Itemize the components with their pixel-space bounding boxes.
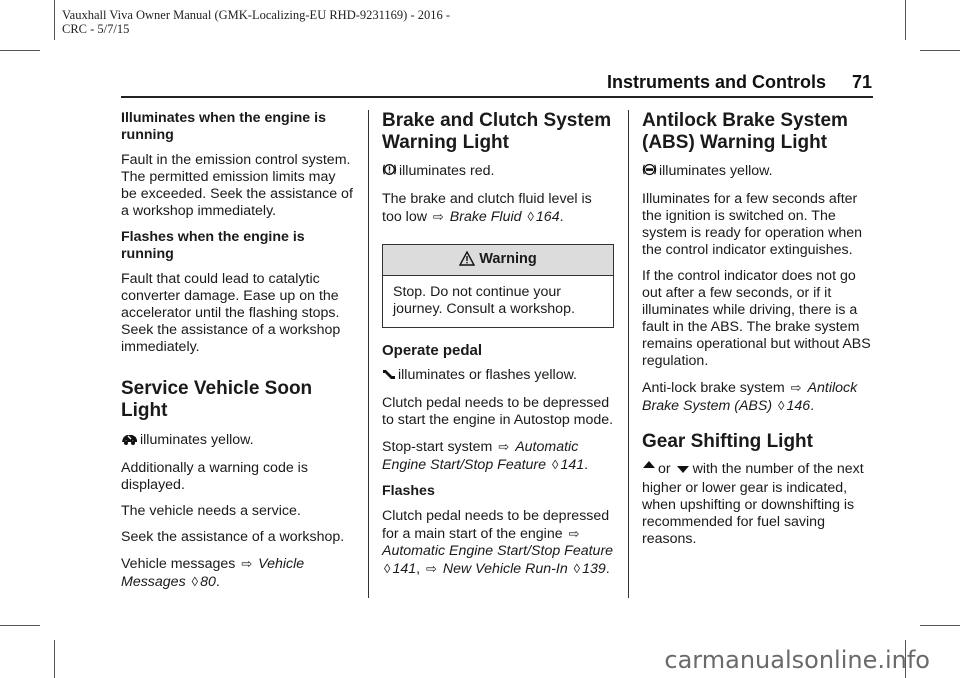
crop-mark: [905, 0, 906, 40]
page-marker-icon: ◊: [384, 561, 391, 576]
crop-mark: [54, 0, 55, 40]
page-marker-icon: ◊: [527, 209, 534, 224]
page-heading: [607, 72, 872, 93]
column-3: [642, 110, 874, 557]
reference-link[interactable]: Vehicle Messages: [121, 556, 305, 590]
gear-description: with the number of the next higher or lower gear is indicated, when upshifting or downshifting is recommended for fuel saving reasons.: [642, 461, 864, 547]
abs-icon-text: illuminates yellow.: [659, 163, 773, 179]
operate-pedal-heading: Operate pedal: [382, 342, 483, 359]
reference-text: Clutch pedal needs to be depressed for a main start of the engine: [382, 508, 610, 542]
reference-page[interactable]: 164: [535, 209, 560, 225]
service-vehicle-icon: [121, 433, 138, 451]
paragraph: The vehicle needs a service.: [121, 503, 301, 519]
paragraph: If the control indicator does not go out after a few seconds, or if it illuminates while driving, there is a fault in the ABS. The brake system remains operational but without ABS regulation.: [642, 268, 871, 369]
crop-mark: [920, 50, 960, 51]
page-marker-icon: ◊: [552, 457, 559, 472]
warning-header: [383, 245, 613, 276]
subheading-illuminates: Illuminates when the engine is running: [121, 110, 326, 143]
column-divider: [628, 110, 629, 598]
crop-mark: [920, 625, 960, 626]
abs-heading: Antilock Brake System (ABS) Warning Light: [642, 110, 848, 153]
reference-page[interactable]: 139: [582, 561, 606, 577]
brake-clutch-heading: Brake and Clutch System Warning Light: [382, 110, 612, 153]
reference-link[interactable]: Automatic Engine Start/Stop Feature: [382, 439, 579, 473]
reference-link[interactable]: Brake Fluid: [449, 209, 522, 225]
brake-icon-line: [382, 162, 614, 182]
cross-reference: The brake and clutch fluid level is too low ⇨ Brake Fluid ◊ 164.: [382, 191, 592, 225]
clutch-pedal-icon: [382, 368, 396, 386]
abs-warning-icon: [642, 162, 657, 182]
reference-text: Stop-start system: [382, 439, 493, 455]
paragraph: Additionally a warning code is displayed.: [121, 460, 308, 493]
reference-text: The brake and clutch fluid level is too low: [382, 191, 592, 225]
reference-page[interactable]: 141: [560, 457, 585, 473]
page-marker-icon: ◊: [573, 561, 581, 576]
page-marker-icon: ◊: [191, 574, 199, 589]
cross-reference: Vehicle messages ⇨ Vehicle Messages ◊ 80.: [121, 556, 305, 590]
cross-reference: Clutch pedal needs to be depressed for a main start of the engine ⇨ Automatic Engine Start/Stop Feature ◊ 141, ⇨ New Vehicle Run-In ◊ 139.: [382, 508, 614, 577]
paragraph: Illuminates for a few seconds after the ignition is switched on. The system is ready for operation when the control indicator extinguishes.: [642, 191, 863, 258]
reference-arrow-icon: ⇨: [432, 209, 444, 224]
crop-mark: [0, 625, 40, 626]
gear-or-text: or: [658, 461, 671, 477]
service-vehicle-heading: Service Vehicle Soon Light: [121, 378, 313, 421]
paragraph: Fault in the emission control system. The permitted emission limits may be exceeded. Seek the assistance of a workshop immediately.: [121, 152, 353, 219]
cross-reference: Stop-start system ⇨ Automatic Engine Start/Stop Feature ◊ 141.: [382, 439, 589, 473]
warning-box: [382, 244, 614, 328]
subheading-flashes: Flashes when the engine is running: [121, 229, 305, 262]
column-divider: [368, 110, 369, 598]
document-header-line-2: CRC - 5/7/15: [62, 22, 130, 36]
warning-text: Stop. Do not continue your journey. Consult a workshop.: [393, 284, 575, 317]
column-1: [121, 110, 353, 600]
warning-title: Warning: [479, 251, 537, 267]
column-2: [382, 110, 614, 587]
reference-text: Anti-lock brake system: [642, 380, 785, 396]
crop-mark: [54, 640, 55, 678]
reference-arrow-icon: ⇨: [568, 526, 580, 541]
warning-triangle-icon: [459, 251, 475, 266]
shift-up-icon: [642, 461, 656, 480]
cross-reference: Anti-lock brake system ⇨ Antilock Brake System (ABS) ◊ 146.: [642, 380, 858, 414]
gear-shifting-heading: Gear Shifting Light: [642, 431, 813, 452]
gear-shift-text: [642, 461, 874, 548]
document-header-line-1: Vauxhall Viva Owner Manual (GMK-Localizing-EU RHD-9231169) - 2016 -: [62, 8, 451, 22]
service-icon-text: illuminates yellow.: [140, 432, 254, 448]
reference-text: Vehicle messages: [121, 556, 236, 572]
reference-page[interactable]: 146: [786, 398, 811, 414]
document-header: [62, 8, 450, 36]
reference-arrow-icon: ⇨: [790, 380, 802, 395]
paragraph: Fault that could lead to catalytic converter damage. Ease up on the accelerator until the flashing stops. Seek the assistance of a workshop immediately.: [121, 271, 341, 355]
paragraph: Seek the assistance of a workshop.: [121, 529, 345, 545]
section-title: Instruments and Controls: [606, 72, 826, 92]
reference-link[interactable]: New Vehicle Run-In: [442, 561, 568, 577]
reference-page[interactable]: 80: [200, 574, 216, 590]
abs-icon-line: [642, 162, 874, 182]
brake-icon-text: illuminates red.: [399, 163, 495, 179]
service-icon-line: [121, 432, 353, 451]
paragraph: Clutch pedal needs to be depressed to start the engine in Autostop mode.: [382, 395, 614, 428]
reference-arrow-icon: ⇨: [426, 561, 437, 576]
operate-icon-line: [382, 367, 614, 386]
page-marker-icon: ◊: [778, 398, 785, 413]
flashes-heading: Flashes: [382, 483, 435, 499]
reference-link[interactable]: Antilock Brake System (ABS): [642, 380, 858, 414]
brake-warning-icon: [382, 162, 397, 182]
watermark: carmanualsonline.info: [664, 646, 930, 674]
page-number: 71: [851, 72, 872, 92]
reference-link[interactable]: Automatic Engine Start/Stop Feature: [382, 543, 614, 559]
header-rule: [121, 96, 873, 98]
crop-mark: [0, 50, 40, 51]
shift-down-icon: [675, 461, 691, 480]
operate-icon-text: illuminates or flashes yellow.: [398, 367, 577, 383]
reference-arrow-icon: ⇨: [241, 556, 253, 571]
reference-page[interactable]: 141: [392, 561, 417, 577]
reference-arrow-icon: ⇨: [498, 439, 510, 454]
